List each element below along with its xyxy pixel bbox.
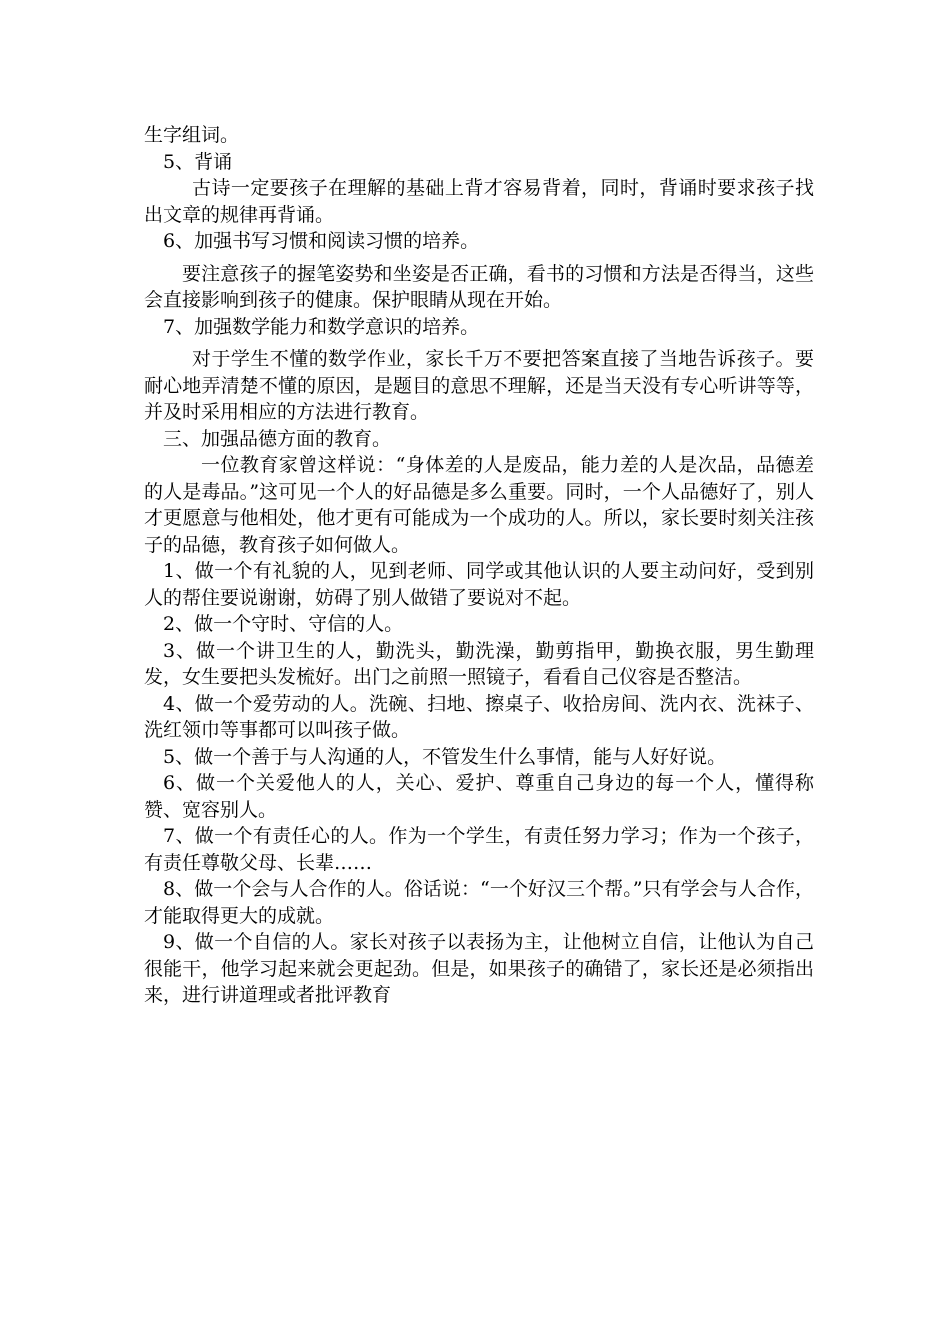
paragraph-writing-reading-habits: 要注意孩子的握笔姿势和坐姿是否正确，看书的习惯和方法是否得当，这些会直接影响到孩子的健康。保护眼睛从现在开始。 xyxy=(144,262,814,311)
heading-math-ability: 7、加强数学能力和数学意识的培养。 xyxy=(163,315,480,338)
paragraph-math-ability: 对于学生不懂的数学作业，家长千万不要把答案直接了当地告诉孩子。要耐心地弄清楚不懂的原因，是题目的意思不理解，还是当天没有专心听讲等等，并及时采用相应的方法进行教育。 xyxy=(144,348,814,423)
list-item-cooperation: 8、做一个会与人合作的人。俗话说：“一个好汉三个帮。”只有学会与人合作，才能取得更大的成就。 xyxy=(144,878,814,927)
document-body xyxy=(144,122,814,1009)
list-item-responsibility: 7、做一个有责任心的人。作为一个学生，有责任努力学习；作为一个孩子，有责任尊敬父母、长辈…… xyxy=(144,825,814,874)
list-item-confidence: 9、做一个自信的人。家长对孩子以表扬为主，让他树立自信，让他认为自己很能干，他学习起来就会更起劲。但是，如果孩子的确错了，家长还是必须指出来，进行讲道理或者批评教育 xyxy=(144,931,814,1006)
list-item-polite: 1、做一个有礼貌的人，见到老师、同学或其他认识的人要主动问好，受到别人的帮住要说谢谢，妨碍了别人做错了要说对不起。 xyxy=(144,560,814,609)
list-item-caring: 6、做一个关爱他人的人，关心、爱护、尊重自己身边的每一个人，懂得称赞、宽容别人。 xyxy=(144,772,814,821)
paragraph-continuation: 生字组词。 xyxy=(144,124,240,146)
list-item-hygiene: 3、做一个讲卫生的人，勤洗头，勤洗澡，勤剪指甲，勤换衣服，男生勤理发，女生要把头发梳好。出门之前照一照镜子，看看自己仪容是否整洁。 xyxy=(144,639,814,688)
list-item-punctual: 2、做一个守时、守信的人。 xyxy=(163,613,404,635)
paragraph-moral-education: 一位教育家曾这样说：“身体差的人是废品，能力差的人是次品，品德差的人是毒品。”这可见一个人的好品德是多么重要。同时，一个人品德好了，别人才更愿意与他相处，他才更有可能成为一个成功的人。所以，家长要时刻关注孩子的品德，教育孩子如何做人。 xyxy=(144,454,814,556)
list-item-labor: 4、做一个爱劳动的人。洗碗、扫地、擦桌子、收拾房间、洗内衣、洗袜子、洗红领巾等事都可以叫孩子做。 xyxy=(144,692,814,741)
heading-writing-reading-habits: 6、加强书写习惯和阅读习惯的培养。 xyxy=(163,230,480,252)
heading-moral-education: 三、加强品德方面的教育。 xyxy=(163,427,392,450)
heading-recitation: 5、背诵 xyxy=(163,150,233,173)
paragraph-recitation: 古诗一定要孩子在理解的基础上背才容易背着，同时，背诵时要求孩子找出文章的规律再背诵。 xyxy=(144,177,814,226)
list-item-communication: 5、做一个善于与人沟通的人，不管发生什么事情，能与人好好说。 xyxy=(163,745,727,768)
